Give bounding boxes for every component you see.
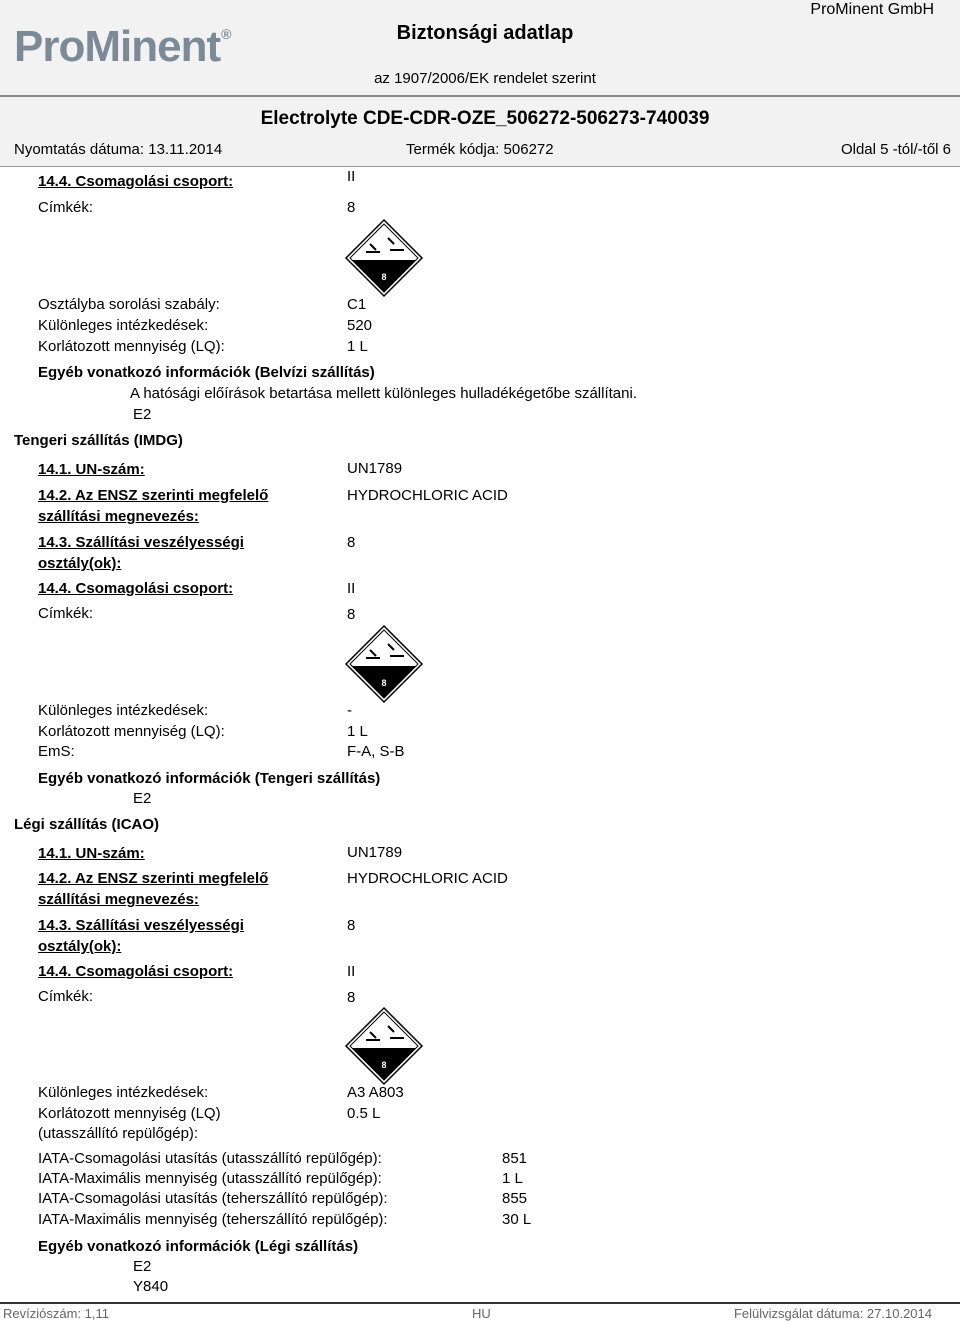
- sea-un-label: 14.1. UN-szám:: [38, 461, 145, 478]
- air-other-info-heading: Egyéb vonatkozó információk (Légi szállítás): [38, 1238, 359, 1255]
- sea-class-value: 8: [347, 534, 356, 551]
- sea-packing-group-label: 14.4. Csomagolási csoport:: [38, 580, 234, 597]
- sea-other-info-heading: Egyéb vonatkozó információk (Tengeri szállítás): [38, 770, 381, 787]
- inland-other-info-line1: A hatósági előírások betartása mellett különleges hulladékégetőbe szállítani.: [130, 385, 637, 402]
- inland-class-code-value: C1: [347, 296, 367, 313]
- sea-un-value: UN1789: [347, 460, 403, 477]
- sea-name-label-2: szállítási megnevezés:: [38, 508, 199, 525]
- iata-label: IATA-Csomagolási utasítás (utasszállító repülőgép):: [38, 1150, 382, 1167]
- sea-lq-label: Korlátozott mennyiség (LQ):: [38, 723, 225, 740]
- corrosive-hazard-icon: [344, 218, 424, 298]
- inland-labels-label: Címkék:: [38, 199, 94, 216]
- sea-packing-group-value: II: [347, 580, 356, 597]
- header-divider: [0, 95, 960, 97]
- sea-labels-value: 8: [347, 606, 356, 623]
- air-other-info-line1: E2: [133, 1258, 152, 1275]
- iata-label: IATA-Csomagolási utasítás (teherszállító repülőgép):: [38, 1190, 388, 1207]
- air-labels-value: 8: [347, 989, 356, 1006]
- iata-label: IATA-Maximális mennyiség (utasszállító repülőgép):: [38, 1170, 382, 1187]
- document-header: [0, 0, 960, 167]
- inland-lq-value: 1 L: [347, 338, 368, 355]
- product-name: Electrolyte CDE-CDR-OZE_506272-506273-740039: [260, 108, 710, 129]
- iata-value: 30 L: [502, 1211, 532, 1228]
- inland-labels-value: 8: [347, 199, 356, 216]
- page-number: Oldal 5 -tól/-től 6: [840, 141, 951, 158]
- sea-name-label-1: 14.2. Az ENSZ szerinti megfelelő: [38, 487, 269, 504]
- regulation-text: az 1907/2006/EK rendelet szerint: [374, 70, 596, 87]
- iata-label: IATA-Maximális mennyiség (teherszállító repülőgép):: [38, 1211, 388, 1228]
- company-name: ProMinent GmbH: [810, 1, 934, 18]
- prominent-logo: ProMinent®: [14, 22, 231, 71]
- sea-labels-label: Címkék:: [38, 605, 94, 622]
- svg-text:8: 8: [381, 678, 387, 688]
- svg-text:8: 8: [381, 1060, 387, 1070]
- document-title: Biztonsági adatlap: [396, 22, 574, 44]
- iata-value: 1 L: [502, 1170, 523, 1187]
- inland-packing-group-label: 14.4. Csomagolási csoport:: [38, 173, 234, 190]
- sea-ems-value: F-A, S-B: [347, 743, 405, 760]
- inland-other-info-line2: E2: [133, 406, 152, 423]
- air-special-value: A3 A803: [347, 1084, 404, 1101]
- inland-packing-group-value: II: [347, 168, 356, 185]
- inland-special-label: Különleges intézkedések:: [38, 317, 209, 334]
- air-packing-group-value: II: [347, 963, 356, 980]
- inland-lq-label: Korlátozott mennyiség (LQ):: [38, 338, 225, 355]
- svg-text:8: 8: [381, 272, 387, 282]
- footer-divider: [0, 1302, 960, 1304]
- air-name-label-2: szállítási megnevezés:: [38, 891, 199, 908]
- air-lq-value: 0.5 L: [347, 1105, 381, 1122]
- print-date: Nyomtatás dátuma: 13.11.2014: [14, 141, 223, 158]
- sea-name-value: HYDROCHLORIC ACID: [347, 487, 508, 504]
- inland-class-code-label: Osztályba sorolási szabály:: [38, 296, 220, 313]
- iata-value: 855: [502, 1190, 528, 1207]
- air-lq-label-2: (utasszállító repülőgép):: [38, 1125, 199, 1142]
- air-class-label-2: osztály(ok):: [38, 938, 122, 955]
- air-other-info-line2: Y840: [133, 1278, 169, 1295]
- sea-class-label-1: 14.3. Szállítási veszélyességi: [38, 534, 244, 551]
- sea-other-info-line1: E2: [133, 790, 152, 807]
- air-labels-label: Címkék:: [38, 988, 94, 1005]
- air-name-value: HYDROCHLORIC ACID: [347, 870, 508, 887]
- air-class-label-1: 14.3. Szállítási veszélyességi: [38, 917, 244, 934]
- inland-other-info-heading: Egyéb vonatkozó információk (Belvízi szállítás): [38, 364, 375, 381]
- air-special-label: Különleges intézkedések:: [38, 1084, 209, 1101]
- air-packing-group-label: 14.4. Csomagolási csoport:: [38, 963, 234, 980]
- sea-special-label: Különleges intézkedések:: [38, 702, 209, 719]
- inland-special-value: 520: [347, 317, 373, 334]
- air-un-value: UN1789: [347, 844, 403, 861]
- sea-special-value: -: [347, 702, 352, 719]
- revision-number: Revíziószám: 1,11: [3, 1306, 109, 1321]
- sea-section-heading: Tengeri szállítás (IMDG): [14, 432, 183, 449]
- sea-class-label-2: osztály(ok):: [38, 555, 122, 572]
- review-date: Felülvizsgálat dátuma: 27.10.2014: [733, 1306, 932, 1321]
- air-lq-label-1: Korlátozott mennyiség (LQ): [38, 1105, 221, 1122]
- corrosive-hazard-icon: [344, 1006, 424, 1086]
- sea-lq-value: 1 L: [347, 723, 368, 740]
- corrosive-hazard-icon: [344, 624, 424, 704]
- air-name-label-1: 14.2. Az ENSZ szerinti megfelelő: [38, 870, 269, 887]
- sea-ems-label: EmS:: [38, 743, 75, 760]
- air-class-value: 8: [347, 917, 356, 934]
- iata-value: 851: [502, 1150, 528, 1167]
- air-section-heading: Légi szállítás (ICAO): [14, 816, 160, 833]
- air-un-label: 14.1. UN-szám:: [38, 845, 145, 862]
- language-code: HU: [472, 1306, 491, 1321]
- product-code: Termék kódja: 506272: [406, 141, 554, 158]
